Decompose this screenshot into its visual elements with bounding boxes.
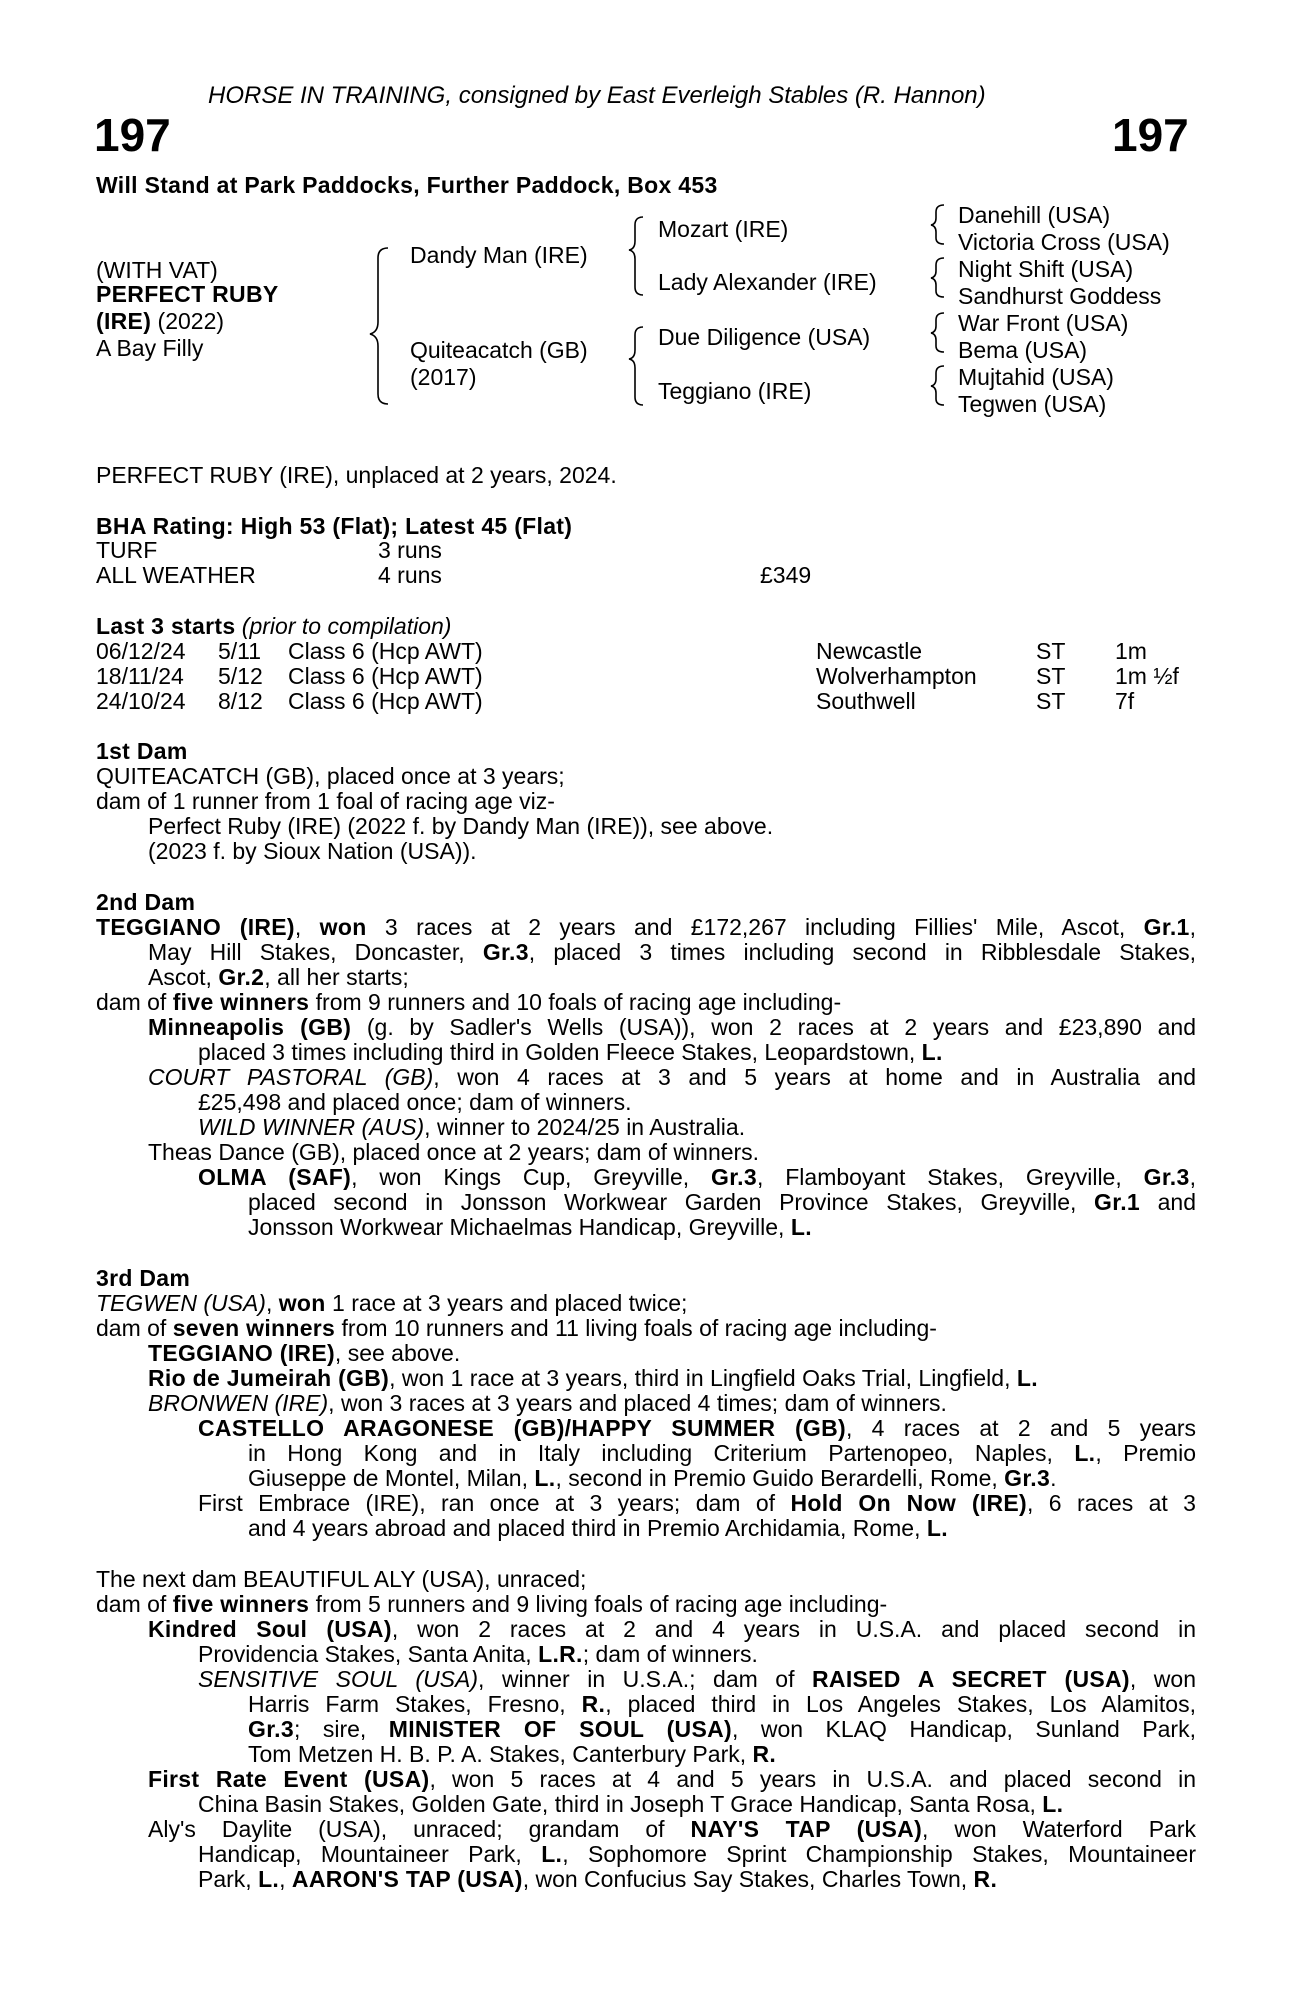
next-dam-line: Aly's Daylite (USA), unraced; grandam of NAY'S TAP (USA), won Waterford Park xyxy=(148,1816,1197,1842)
rating-aw-earnings: £349 xyxy=(760,562,812,588)
next-dam-line: Handicap, Mountaineer Park, L., Sophomore Sprint Championship Stakes, Mountaineer xyxy=(198,1841,1196,1867)
horse-year: (2022) xyxy=(151,308,225,334)
next-dam-line: dam of five winners from 5 runners and 9 living foals of racing age including- xyxy=(96,1591,888,1617)
next-dam-line: Gr.3; sire, MINISTER OF SOUL (USA), won KLAQ Handicap, Sunland Park, xyxy=(248,1716,1196,1742)
start-race: Class 6 (Hcp AWT) xyxy=(288,638,483,664)
next-dam-line: SENSITIVE SOUL (USA), winner in U.S.A.; dam of RAISED A SECRET (USA), won xyxy=(198,1666,1196,1692)
start-distance: 1m ½f xyxy=(1115,663,1179,689)
second-dam-line: placed 3 times including third in Golden Fleece Stakes, Leopardstown, L. xyxy=(198,1039,943,1065)
lot-number-right: 197 xyxy=(1112,109,1189,161)
third-dam-line: CASTELLO ARAGONESE (GB)/HAPPY SUMMER (GB), 4 races at 2 and 5 years xyxy=(198,1415,1196,1441)
pedigree-sds: Night Shift (USA) xyxy=(958,256,1134,282)
lot-number-left: 197 xyxy=(94,109,171,161)
pedigree-dam-dam: Teggiano (IRE) xyxy=(658,378,812,404)
pedigree-dam-sire: Due Diligence (USA) xyxy=(658,324,871,350)
start-race: Class 6 (Hcp AWT) xyxy=(288,663,483,689)
second-dam-line: COURT PASTORAL (GB), won 4 races at 3 and 5 years at home and in Australia and xyxy=(148,1064,1196,1090)
dam-brace xyxy=(629,327,643,405)
third-dam-line: Rio de Jumeirah (GB), won 1 race at 3 years, third in Lingfield Oaks Trial, Lingfield, L. xyxy=(148,1365,1038,1391)
third-dam-line: Giuseppe de Montel, Milan, L., second in Premio Guido Berardelli, Rome, Gr.3. xyxy=(248,1465,1057,1491)
first-dam-produce: Perfect Ruby (IRE) (2022 f. by Dandy Man (IRE)), see above. xyxy=(148,813,774,839)
start-course: Southwell xyxy=(816,688,916,714)
rating-aw-runs: 4 runs xyxy=(378,562,442,588)
third-dam-line: dam of seven winners from 10 runners and 11 living foals of racing age including- xyxy=(96,1315,937,1341)
second-dam-line: Jonsson Workwear Michaelmas Handicap, Greyville, L. xyxy=(248,1214,812,1240)
first-dam-line: QUITEACATCH (GB), placed once at 3 years; xyxy=(96,763,565,789)
sire-brace xyxy=(629,217,643,295)
start-position: 5/12 xyxy=(218,663,263,689)
third-dam-heading: 3rd Dam xyxy=(96,1265,191,1291)
next-dam-line: Park, L., AARON'S TAP (USA), won Confucius Say Stakes, Charles Town, R. xyxy=(198,1866,998,1892)
start-going: ST xyxy=(1036,663,1066,689)
start-going: ST xyxy=(1036,638,1066,664)
bha-rating: BHA Rating: High 53 (Flat); Latest 45 (Flat) xyxy=(96,513,573,539)
second-dam-line: dam of five winners from 9 runners and 10 foals of racing age including- xyxy=(96,989,842,1015)
next-dam-line: First Rate Event (USA), won 5 races at 4 and 5 years in U.S.A. and placed second in xyxy=(148,1766,1196,1792)
second-dam-line: OLMA (SAF), won Kings Cup, Greyville, Gr.3, Flamboyant Stakes, Greyville, Gr.3, xyxy=(198,1164,1196,1190)
ss-brace xyxy=(931,205,944,244)
second-dam-line: May Hill Stakes, Doncaster, Gr.3, placed 3 times including second in Ribblesdale Stakes, xyxy=(148,939,1197,965)
third-dam-line: First Embrace (IRE), ran once at 3 years; dam of Hold On Now (IRE), 6 races at 3 xyxy=(198,1490,1196,1516)
third-dam-line: TEGGIANO (IRE), see above. xyxy=(148,1340,461,1366)
third-dam-line: TEGWEN (USA), won 1 race at 3 years and placed twice; xyxy=(96,1290,688,1316)
pedigree-sire: Dandy Man (IRE) xyxy=(410,242,588,268)
pedigree-sdd: Sandhurst Goddess xyxy=(958,283,1162,309)
consignment-header: HORSE IN TRAINING, consigned by East Everleigh Stables (R. Hannon) xyxy=(208,82,986,109)
vat-note: (WITH VAT) xyxy=(96,257,218,283)
start-going: ST xyxy=(1036,688,1066,714)
rating-turf-runs: 3 runs xyxy=(378,537,442,563)
sd-brace xyxy=(931,258,944,297)
next-dam-line: China Basin Stakes, Golden Gate, third in Joseph T Grace Handicap, Santa Rosa, L. xyxy=(198,1791,1064,1817)
pedigree-dam: Quiteacatch (GB) xyxy=(410,337,588,363)
start-date: 06/12/24 xyxy=(96,638,186,664)
rating-aw-surface: ALL WEATHER xyxy=(96,562,256,588)
pedigree-ddd: Tegwen (USA) xyxy=(958,391,1107,417)
first-dam-produce: (2023 f. by Sioux Nation (USA)). xyxy=(148,838,477,864)
horse-name: PERFECT RUBY xyxy=(96,281,279,307)
next-dam-line: Tom Metzen H. B. P. A. Stakes, Canterbury Park, R. xyxy=(248,1741,777,1767)
first-dam-line: dam of 1 runner from 1 foal of racing age viz- xyxy=(96,788,555,814)
second-dam-line: Ascot, Gr.2, all her starts; xyxy=(148,964,409,990)
second-dam-line: Minneapolis (GB) (g. by Sadler's Wells (USA)), won 2 races at 2 years and £23,890 and xyxy=(148,1014,1196,1040)
next-dam-line: Harris Farm Stakes, Fresno, R., placed third in Los Angeles Stakes, Los Alamitos, xyxy=(248,1691,1196,1717)
start-position: 8/12 xyxy=(218,688,263,714)
sire-dam-brace xyxy=(370,248,388,404)
pedigree-sss: Danehill (USA) xyxy=(958,202,1111,228)
start-course: Newcastle xyxy=(816,638,923,664)
second-dam-line: £25,498 and placed once; dam of winners. xyxy=(198,1089,632,1115)
last-starts-title: Last 3 starts xyxy=(96,613,236,639)
third-dam-line: BRONWEN (IRE), won 3 races at 3 years and placed 4 times; dam of winners. xyxy=(148,1390,947,1416)
second-dam-line: TEGGIANO (IRE), won 3 races at 2 years and £172,267 including Fillies' Mile, Ascot, Gr.1, xyxy=(96,914,1197,940)
second-dam-line: Theas Dance (GB), placed once at 2 years; dam of winners. xyxy=(148,1139,760,1165)
dd-brace xyxy=(931,366,944,405)
third-dam-line: in Hong Kong and in Italy including Criterium Partenopeo, Naples, L., Premio xyxy=(248,1440,1196,1466)
first-dam-heading: 1st Dam xyxy=(96,738,188,764)
second-dam-line: WILD WINNER (AUS), winner to 2024/25 in Australia. xyxy=(198,1114,746,1140)
start-date: 24/10/24 xyxy=(96,688,186,714)
pedigree-dss: War Front (USA) xyxy=(958,310,1129,336)
start-distance: 1m xyxy=(1115,638,1147,664)
pedigree-dsd: Bema (USA) xyxy=(958,337,1088,363)
next-dam-line: Kindred Soul (USA), won 2 races at 2 and 4 years in U.S.A. and placed second in xyxy=(148,1616,1197,1642)
pedigree-dam-year: (2017) xyxy=(410,364,477,390)
rating-turf-surface: TURF xyxy=(96,537,158,563)
start-race: Class 6 (Hcp AWT) xyxy=(288,688,483,714)
last-starts-heading xyxy=(96,613,451,640)
last-starts-note: (prior to compilation) xyxy=(235,613,452,639)
next-dam-line: The next dam BEAUTIFUL ALY (USA), unraced; xyxy=(96,1566,587,1592)
horse-country: (IRE) xyxy=(96,308,152,334)
pedigree-dds: Mujtahid (USA) xyxy=(958,364,1114,390)
second-dam-line: placed second in Jonsson Workwear Garden Province Stakes, Greyville, Gr.1 and xyxy=(248,1189,1197,1215)
start-position: 5/11 xyxy=(218,638,262,664)
ds-brace xyxy=(931,313,944,352)
start-course: Wolverhampton xyxy=(816,663,977,689)
pedigree-sire-sire: Mozart (IRE) xyxy=(658,216,789,242)
pedigree-sire-dam: Lady Alexander (IRE) xyxy=(658,269,877,295)
second-dam-heading: 2nd Dam xyxy=(96,889,196,915)
pedigree-brackets xyxy=(0,0,1315,420)
third-dam-line: and 4 years abroad and placed third in Premio Archidamia, Rome, L. xyxy=(248,1515,948,1541)
pedigree-ssd: Victoria Cross (USA) xyxy=(958,229,1170,255)
next-dam-line: Providencia Stakes, Santa Anita, L.R.; dam of winners. xyxy=(198,1641,758,1667)
race-summary: PERFECT RUBY (IRE), unplaced at 2 years, 2024. xyxy=(96,462,617,488)
start-date: 18/11/24 xyxy=(96,663,184,689)
horse-description: A Bay Filly xyxy=(96,335,204,361)
stable-location: Will Stand at Park Paddocks, Further Paddock, Box 453 xyxy=(96,172,718,198)
start-distance: 7f xyxy=(1115,688,1135,714)
